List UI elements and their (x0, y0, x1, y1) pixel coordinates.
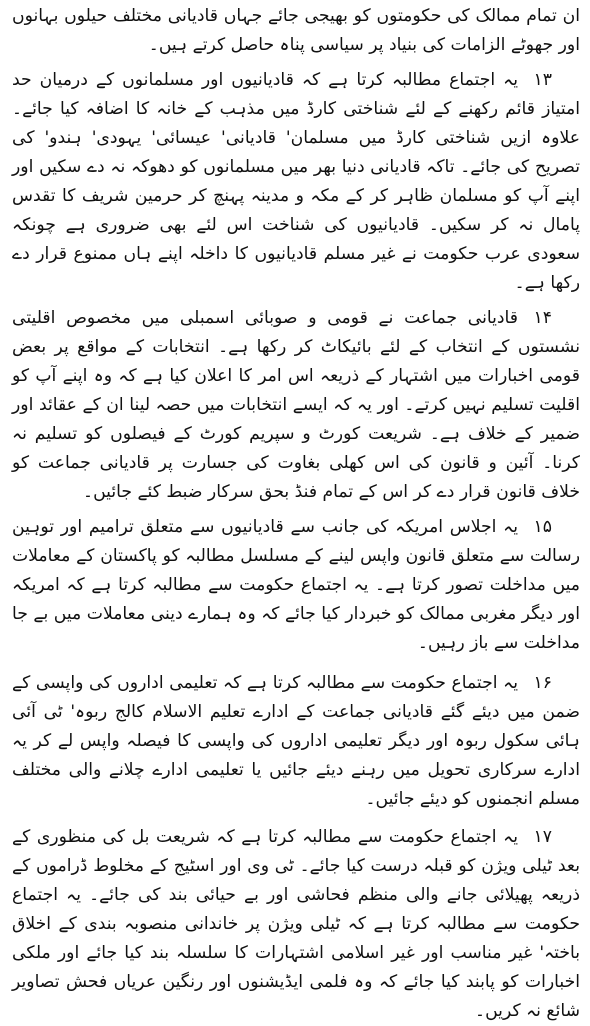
paragraph-13 (12, 66, 580, 298)
paragraph-text: یہ اجتماع حکومت سے مطالبہ کرتا ہے کہ شریعت بل کی منظوری کے بعد ٹیلی ویژن کو قبلہ درست کیا جائے۔ ٹی وی اور اسٹیج کے مخلوط ڈراموں کے ذریعہ پھیلائی جانے والی منظم فحاشی اور بے حیائی بند کی جائے۔ یہ اجتماع حکومت سے مطالبہ کرتا ہے کہ ٹیلی ویژن پر خاندانی منصوبہ بندی کے اخلاق باختہ' غیر مناسب اور غیر اسلامی اشتہارات کا سلسلہ بند کیا جائے اور ملکی اخبارات کو پابند کیا جائے کہ وہ فلمی ایڈیشنوں اور رنگین عریاں فحش تصاویر شائع نہ کریں۔ (12, 827, 580, 1021)
paragraph-text: یہ اجتماع مطالبہ کرتا ہے کہ قادیانیوں اور مسلمانوں کے درمیان حد امتیاز قائم رکھنے کے لئے شناختی کارڈ میں مذہب کے خانہ کا اضافہ کیا جائے۔ علاوہ ازیں شناختی کارڈ میں مسلمان' قادیانی' عیسائی' یہودی' ہندو' کی تصریح کی جائے۔ تاکہ قادیانی دنیا بھر میں مسلمانوں کو دھوکہ نہ دے سکیں اور اپنے آپ کو مسلمان ظاہر کر کے مکہ و مدینہ پہنچ کر حرمین شریف کا تقدس پامال نہ کر سکیں۔ قادیانیوں کی شناخت اس لئے بھی ضروری ہے چونکہ سعودی عرب حکومت نے غیر مسلم قادیانیوں کا داخلہ اپنے ہاں ممنوع قرار دے رکھا ہے۔ (12, 70, 580, 293)
paragraph-number: ۱۷ (533, 827, 552, 847)
paragraph-17 (12, 823, 580, 1026)
paragraph-text: یہ اجتماع حکومت سے مطالبہ کرتا ہے کہ تعلیمی اداروں کی واپسی کے ضمن میں دیئے گئے قادیانی جماعت کے ادارے تعلیم الاسلام کالج ربوہ' ٹی آئی ہائی سکول ربوہ اور دیگر تعلیمی اداروں کی واپسی کا فیصلہ واپس لے کر یہ ادارے سرکاری تحویل میں رہنے دیئے جائیں یا تعلیمی ادارے چلانے والی مختلف مسلم انجمنوں کو دیئے جائیں۔ (12, 673, 580, 809)
paragraph-number: ۱۶ (533, 673, 552, 693)
paragraph-14 (12, 304, 580, 507)
paragraph-16 (12, 669, 580, 814)
paragraph-number: ۱۵ (533, 517, 552, 537)
paragraph-15 (12, 513, 580, 658)
paragraph-text: ان تمام ممالک کی حکومتوں کو بھیجی جائے جہاں قادیانی مختلف حیلوں بہانوں اور جھوٹے الزامات کی بنیاد پر سیاسی پناہ حاصل کرتے ہیں۔ (12, 6, 580, 55)
paragraph-text: یہ اجلاس امریکہ کی جانب سے قادیانیوں سے متعلق ترامیم اور توہین رسالت سے متعلق قانون واپس لینے کے مسلسل مطالبہ کو پاکستان کے معاملات میں مداخلت تصور کرتا ہے۔ یہ اجتماع حکومت سے مطالبہ کرتا ہے کہ امریکہ اور دیگر مغربی ممالک کو خبردار کیا جائے کہ وہ ہمارے دینی معاملات میں بے جا مداخلت سے باز رہیں۔ (12, 517, 580, 653)
paragraph-text: قادیانی جماعت نے قومی و صوبائی اسمبلی میں مخصوص اقلیتی نشستوں کے انتخاب کے لئے بائیکاٹ کر رکھا ہے۔ انتخابات کے مواقع پر بعض قومی اخبارات میں اشتہار کے ذریعہ اس امر کا اعلان کیا ہے کہ وہ اپنے آپ کو اقلیت تسلیم نہیں کرتے۔ اور یہ کہ ایسے انتخابات میں حصہ لینا ان کے عقائد اور ضمیر کے خلاف ہے۔ شریعت کورٹ و سپریم کورٹ کے فیصلوں کو تسلیم نہ کرنا۔ آئین و قانون کی اس کھلی بغاوت کی جسارت پر قادیانی جماعت کو خلاف قانون قرار دے کر اس کے تمام فنڈ بحق سرکار ضبط کئے جائیں۔ (12, 308, 580, 502)
paragraph-continuation (12, 2, 580, 60)
paragraph-number: ۱۳ (533, 70, 552, 90)
paragraph-number: ۱۴ (533, 308, 552, 328)
